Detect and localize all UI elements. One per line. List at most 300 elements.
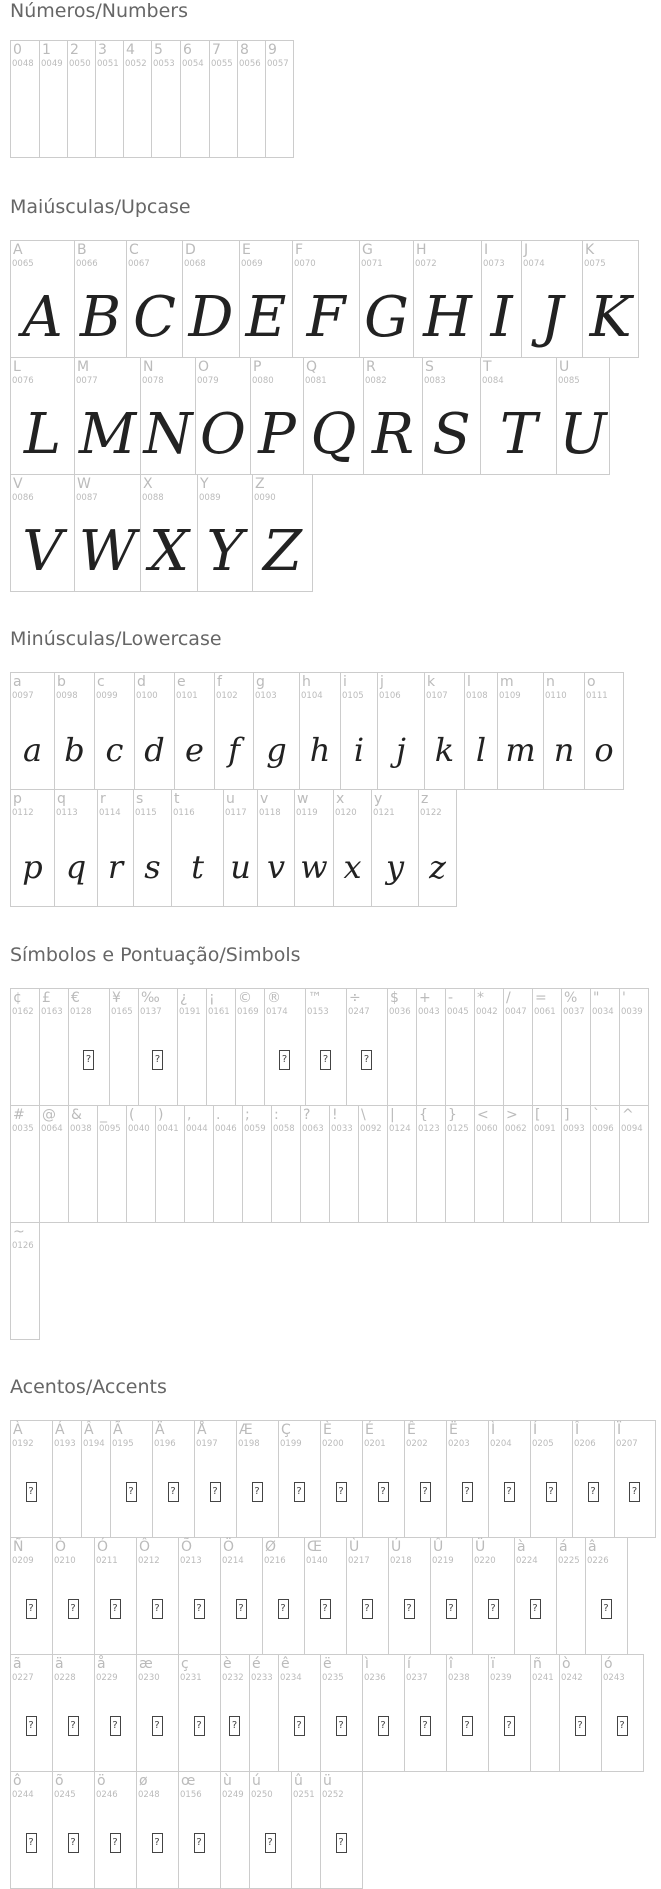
glyph-code-label: 0234 bbox=[280, 1673, 302, 1683]
glyph-character-label: Á bbox=[55, 1422, 65, 1438]
glyph-code-label: 0108 bbox=[466, 691, 488, 701]
glyph-preview: p bbox=[22, 848, 43, 886]
glyph-cell bbox=[278, 1654, 321, 1772]
missing-glyph-icon: ? bbox=[68, 1716, 79, 1736]
glyph-cell bbox=[10, 357, 75, 475]
glyph-code-label: 0037 bbox=[563, 1007, 585, 1017]
glyph-row bbox=[10, 474, 312, 592]
glyph-cell bbox=[239, 240, 293, 358]
glyph-cell bbox=[585, 1537, 628, 1655]
glyph-cell bbox=[220, 1654, 250, 1772]
glyph-character-label: n bbox=[546, 674, 555, 690]
glyph-cell bbox=[387, 1105, 417, 1223]
glyph-code-label: 0250 bbox=[251, 1790, 273, 1800]
glyph-cell bbox=[305, 988, 347, 1106]
glyph-cell bbox=[559, 1654, 602, 1772]
glyph-preview: o bbox=[594, 731, 614, 769]
glyph-cell bbox=[10, 672, 55, 790]
missing-glyph-icon: ? bbox=[210, 1482, 221, 1502]
glyph-code-label: 0122 bbox=[420, 808, 442, 818]
section-title-lowercase: Minúsculas/Lowercase bbox=[10, 628, 222, 650]
glyph-code-label: 0156 bbox=[180, 1790, 202, 1800]
glyph-code-label: 0241 bbox=[532, 1673, 554, 1683]
glyph-cell bbox=[10, 474, 75, 592]
glyph-cell bbox=[340, 672, 378, 790]
glyph-code-label: 0205 bbox=[532, 1439, 554, 1449]
glyph-code-label: 0126 bbox=[12, 1241, 34, 1251]
glyph-character-label: 5 bbox=[154, 42, 163, 58]
glyph-code-label: 0207 bbox=[616, 1439, 638, 1449]
glyph-cell bbox=[601, 1654, 644, 1772]
glyph-code-label: 0203 bbox=[448, 1439, 470, 1449]
glyph-code-label: 0040 bbox=[128, 1124, 150, 1134]
glyph-cell bbox=[140, 474, 198, 592]
glyph-cell bbox=[556, 357, 610, 475]
glyph-cell bbox=[363, 357, 423, 475]
glyph-cell bbox=[197, 474, 253, 592]
glyph-character-label: å bbox=[97, 1656, 106, 1672]
glyph-character-label: â bbox=[588, 1539, 597, 1555]
glyph-character-label: ? bbox=[303, 1107, 311, 1123]
glyph-code-label: 0128 bbox=[70, 1007, 92, 1017]
glyph-character-label: õ bbox=[55, 1773, 64, 1789]
glyph-preview: m bbox=[505, 731, 536, 769]
glyph-cell bbox=[264, 988, 306, 1106]
glyph-character-label: p bbox=[13, 791, 22, 807]
glyph-character-label: Â bbox=[84, 1422, 94, 1438]
glyph-character-label: L bbox=[13, 359, 21, 375]
glyph-character-label: h bbox=[302, 674, 311, 690]
glyph-code-label: 0216 bbox=[264, 1556, 286, 1566]
glyph-character-label: % bbox=[564, 990, 578, 1006]
glyph-character-label: w bbox=[297, 791, 309, 807]
glyph-character-label: G bbox=[362, 242, 373, 258]
missing-glyph-icon: ? bbox=[152, 1716, 163, 1736]
glyph-code-label: 0056 bbox=[239, 59, 261, 69]
glyph-code-label: 0061 bbox=[534, 1007, 556, 1017]
glyph-code-label: 0080 bbox=[252, 376, 274, 386]
glyph-cell bbox=[262, 1537, 305, 1655]
glyph-code-label: 0073 bbox=[483, 259, 505, 269]
glyph-code-label: 0051 bbox=[97, 59, 119, 69]
glyph-code-label: 0201 bbox=[364, 1439, 386, 1449]
glyph-cell bbox=[152, 1420, 195, 1538]
glyph-character-label: ™ bbox=[308, 990, 322, 1006]
glyph-character-label: A bbox=[13, 242, 23, 258]
glyph-character-label: R bbox=[366, 359, 376, 375]
glyph-cell bbox=[299, 672, 341, 790]
glyph-character-label: * bbox=[477, 990, 484, 1006]
glyph-character-label: £ bbox=[42, 990, 51, 1006]
glyph-character-label: f bbox=[217, 674, 222, 690]
glyph-character-label: T bbox=[483, 359, 492, 375]
glyph-code-label: 0112 bbox=[12, 808, 34, 818]
glyph-preview: b bbox=[64, 731, 85, 769]
glyph-code-label: 0094 bbox=[621, 1124, 643, 1134]
glyph-code-label: 0213 bbox=[180, 1556, 202, 1566]
glyph-code-label: 0249 bbox=[222, 1790, 244, 1800]
glyph-character-label: X bbox=[143, 476, 153, 492]
glyph-cell bbox=[346, 1537, 389, 1655]
glyph-preview: Q bbox=[310, 402, 357, 467]
missing-glyph-icon: ? bbox=[504, 1482, 515, 1502]
glyph-code-label: 0235 bbox=[322, 1673, 344, 1683]
glyph-cell bbox=[481, 240, 522, 358]
glyph-character-label: B bbox=[77, 242, 87, 258]
glyph-preview: B bbox=[79, 285, 122, 350]
glyph-character-label: Ç bbox=[281, 1422, 291, 1438]
glyph-preview: i bbox=[353, 731, 365, 769]
glyph-character-label: é bbox=[252, 1656, 261, 1672]
glyph-character-label: è bbox=[223, 1656, 232, 1672]
glyph-character-label: 7 bbox=[212, 42, 221, 58]
glyph-character-label: J bbox=[524, 242, 529, 258]
glyph-cell bbox=[474, 988, 504, 1106]
glyph-cell bbox=[110, 1420, 153, 1538]
glyph-character-label: ê bbox=[281, 1656, 290, 1672]
glyph-character-label: ¡ bbox=[209, 990, 215, 1006]
glyph-cell bbox=[10, 1654, 53, 1772]
glyph-character-label: E bbox=[242, 242, 251, 258]
glyph-cell bbox=[320, 1654, 363, 1772]
glyph-cell bbox=[530, 1420, 573, 1538]
missing-glyph-icon: ? bbox=[194, 1833, 205, 1853]
glyph-cell bbox=[521, 240, 583, 358]
glyph-character-label: ¢ bbox=[13, 990, 22, 1006]
missing-glyph-icon: ? bbox=[504, 1716, 515, 1736]
glyph-cell bbox=[388, 1537, 431, 1655]
glyph-code-label: 0123 bbox=[418, 1124, 440, 1134]
glyph-preview: V bbox=[22, 519, 63, 584]
glyph-code-label: 0091 bbox=[534, 1124, 556, 1134]
glyph-code-label: 0102 bbox=[216, 691, 238, 701]
glyph-preview: J bbox=[540, 285, 564, 350]
glyph-code-label: 0103 bbox=[255, 691, 277, 701]
glyph-code-label: 0081 bbox=[305, 376, 327, 386]
glyph-character-label: Œ bbox=[307, 1539, 322, 1555]
glyph-cell bbox=[184, 1105, 214, 1223]
glyph-code-label: 0053 bbox=[153, 59, 175, 69]
glyph-code-label: 0052 bbox=[125, 59, 147, 69]
glyph-code-label: 0243 bbox=[603, 1673, 625, 1683]
glyph-code-label: 0047 bbox=[505, 1007, 527, 1017]
glyph-cell bbox=[123, 40, 152, 158]
glyph-character-label: i bbox=[343, 674, 347, 690]
glyph-cell bbox=[590, 1105, 620, 1223]
glyph-cell bbox=[94, 1771, 137, 1889]
glyph-cell bbox=[543, 672, 585, 790]
glyph-code-label: 0058 bbox=[273, 1124, 295, 1134]
glyph-character-label: ' bbox=[622, 990, 626, 1006]
glyph-character-label: # bbox=[13, 1107, 25, 1123]
glyph-character-label: ú bbox=[252, 1773, 261, 1789]
glyph-character-label: z bbox=[421, 791, 429, 807]
glyph-preview: f bbox=[228, 731, 240, 769]
glyph-character-label: 4 bbox=[126, 42, 135, 58]
glyph-character-label: Ü bbox=[475, 1539, 486, 1555]
glyph-code-label: 0044 bbox=[186, 1124, 208, 1134]
glyph-preview: g bbox=[266, 731, 287, 769]
glyph-character-label: ì bbox=[365, 1656, 369, 1672]
missing-glyph-icon: ? bbox=[488, 1599, 499, 1619]
glyph-preview: v bbox=[266, 848, 286, 886]
missing-glyph-icon: ? bbox=[420, 1482, 431, 1502]
glyph-code-label: 0245 bbox=[54, 1790, 76, 1800]
glyph-cell bbox=[171, 789, 224, 907]
glyph-preview: O bbox=[200, 402, 246, 467]
glyph-character-label: : bbox=[274, 1107, 279, 1123]
glyph-character-label: M bbox=[77, 359, 90, 375]
glyph-cell bbox=[445, 988, 475, 1106]
glyph-code-label: 0192 bbox=[12, 1439, 34, 1449]
missing-glyph-icon: ? bbox=[601, 1599, 612, 1619]
glyph-character-label: [ bbox=[535, 1107, 541, 1123]
glyph-character-label: 0 bbox=[13, 42, 22, 58]
glyph-code-label: 0165 bbox=[111, 1007, 133, 1017]
missing-glyph-icon: ? bbox=[26, 1599, 37, 1619]
glyph-cell bbox=[488, 1654, 531, 1772]
glyph-code-label: 0100 bbox=[136, 691, 158, 701]
glyph-cell bbox=[236, 1420, 279, 1538]
glyph-code-label: 0194 bbox=[83, 1439, 105, 1449]
glyph-character-label: D bbox=[185, 242, 196, 258]
missing-glyph-icon: ? bbox=[320, 1599, 331, 1619]
glyph-code-label: 0096 bbox=[592, 1124, 614, 1134]
glyph-character-label: Å bbox=[197, 1422, 207, 1438]
glyph-character-label: ø bbox=[139, 1773, 148, 1789]
glyph-code-label: 0064 bbox=[41, 1124, 63, 1134]
glyph-code-label: 0200 bbox=[322, 1439, 344, 1449]
glyph-cell bbox=[94, 672, 135, 790]
glyph-preview: I bbox=[490, 285, 513, 350]
glyph-character-label: v bbox=[260, 791, 269, 807]
glyph-row bbox=[10, 40, 293, 158]
glyph-code-label: 0059 bbox=[244, 1124, 266, 1134]
glyph-character-label: O bbox=[198, 359, 210, 375]
glyph-code-label: 0196 bbox=[154, 1439, 176, 1449]
glyph-character-label: € bbox=[71, 990, 80, 1006]
glyph-code-label: 0224 bbox=[516, 1556, 538, 1566]
glyph-cell bbox=[416, 1105, 446, 1223]
glyph-character-label: = bbox=[535, 990, 547, 1006]
glyph-cell bbox=[561, 988, 591, 1106]
glyph-code-label: 0124 bbox=[389, 1124, 411, 1134]
glyph-code-label: 0048 bbox=[12, 59, 34, 69]
glyph-cell bbox=[359, 240, 414, 358]
glyph-code-label: 0162 bbox=[12, 1007, 34, 1017]
glyph-cell bbox=[430, 1537, 473, 1655]
glyph-cell bbox=[52, 1420, 82, 1538]
glyph-code-label: 0236 bbox=[364, 1673, 386, 1683]
glyph-code-label: 0077 bbox=[76, 376, 98, 386]
glyph-preview: e bbox=[185, 731, 204, 769]
glyph-code-label: 0209 bbox=[12, 1556, 34, 1566]
glyph-code-label: 0252 bbox=[322, 1790, 344, 1800]
glyph-cell bbox=[532, 1105, 562, 1223]
glyph-cell bbox=[572, 1420, 615, 1538]
glyph-cell bbox=[464, 672, 498, 790]
glyph-cell bbox=[68, 988, 110, 1106]
glyph-cell bbox=[422, 357, 481, 475]
glyph-code-label: 0197 bbox=[196, 1439, 218, 1449]
missing-glyph-icon: ? bbox=[152, 1599, 163, 1619]
glyph-character-label: œ bbox=[181, 1773, 196, 1789]
glyph-cell bbox=[271, 1105, 301, 1223]
glyph-cell bbox=[303, 357, 364, 475]
glyph-character-label: t bbox=[174, 791, 180, 807]
glyph-code-label: 0054 bbox=[182, 59, 204, 69]
glyph-preview: A bbox=[22, 285, 63, 350]
glyph-cell bbox=[74, 474, 141, 592]
glyph-cell bbox=[220, 1537, 263, 1655]
glyph-preview: w bbox=[300, 848, 328, 886]
glyph-character-label: ò bbox=[562, 1656, 571, 1672]
glyph-cell bbox=[134, 672, 175, 790]
glyph-row bbox=[10, 357, 609, 475]
glyph-cell bbox=[10, 1537, 53, 1655]
glyph-code-label: 0118 bbox=[259, 808, 281, 818]
glyph-cell bbox=[249, 1771, 292, 1889]
missing-glyph-icon: ? bbox=[336, 1833, 347, 1853]
glyph-code-label: 0230 bbox=[138, 1673, 160, 1683]
glyph-cell bbox=[133, 789, 172, 907]
glyph-code-label: 0220 bbox=[474, 1556, 496, 1566]
missing-glyph-icon: ? bbox=[629, 1482, 640, 1502]
glyph-cell bbox=[362, 1420, 405, 1538]
missing-glyph-icon: ? bbox=[194, 1716, 205, 1736]
missing-glyph-icon: ? bbox=[126, 1482, 137, 1502]
missing-glyph-icon: ? bbox=[236, 1599, 247, 1619]
glyph-character-label: > bbox=[506, 1107, 518, 1123]
glyph-cell bbox=[223, 789, 258, 907]
glyph-cell bbox=[95, 40, 124, 158]
glyph-cell bbox=[10, 40, 40, 158]
glyph-row bbox=[10, 1771, 362, 1889]
glyph-code-label: 0098 bbox=[56, 691, 78, 701]
glyph-cell bbox=[252, 474, 313, 592]
glyph-cell bbox=[320, 1771, 363, 1889]
glyph-character-label: d bbox=[137, 674, 146, 690]
glyph-character-label: û bbox=[294, 1773, 303, 1789]
glyph-character-label: ( bbox=[129, 1107, 135, 1123]
section-title-symbols: Símbolos e Pontuação/Simbols bbox=[10, 944, 301, 966]
glyph-code-label: 0075 bbox=[584, 259, 606, 269]
glyph-cell bbox=[257, 789, 295, 907]
glyph-cell bbox=[371, 789, 419, 907]
glyph-character-label: Ù bbox=[349, 1539, 360, 1555]
glyph-character-label: ) bbox=[158, 1107, 164, 1123]
glyph-cell bbox=[155, 1105, 185, 1223]
missing-glyph-icon: ? bbox=[294, 1482, 305, 1502]
glyph-cell bbox=[446, 1420, 489, 1538]
glyph-cell bbox=[136, 1771, 179, 1889]
glyph-preview: G bbox=[364, 285, 409, 350]
glyph-cell bbox=[404, 1654, 447, 1772]
missing-glyph-icon: ? bbox=[68, 1833, 79, 1853]
glyph-code-label: 0088 bbox=[142, 493, 164, 503]
glyph-code-label: 0117 bbox=[225, 808, 247, 818]
glyph-code-label: 0070 bbox=[294, 259, 316, 269]
glyph-cell bbox=[377, 672, 425, 790]
glyph-character-label: Ä bbox=[155, 1422, 165, 1438]
glyph-code-label: 0202 bbox=[406, 1439, 428, 1449]
glyph-code-label: 0039 bbox=[621, 1007, 643, 1017]
glyph-code-label: 0231 bbox=[180, 1673, 202, 1683]
glyph-preview: P bbox=[258, 402, 296, 467]
glyph-character-label: ^ bbox=[622, 1107, 634, 1123]
glyph-character-label: U bbox=[559, 359, 570, 375]
glyph-cell bbox=[503, 1105, 533, 1223]
missing-glyph-icon: ? bbox=[336, 1482, 347, 1502]
missing-glyph-icon: ? bbox=[252, 1482, 263, 1502]
glyph-code-label: 0239 bbox=[490, 1673, 512, 1683]
glyph-cell bbox=[94, 1537, 137, 1655]
glyph-character-label: Î bbox=[575, 1422, 580, 1438]
glyph-code-label: 0113 bbox=[56, 808, 78, 818]
glyph-cell bbox=[140, 357, 196, 475]
glyph-character-label: ó bbox=[604, 1656, 613, 1672]
glyph-character-label: , bbox=[187, 1107, 192, 1123]
missing-glyph-icon: ? bbox=[110, 1833, 121, 1853]
glyph-character-label: ; bbox=[245, 1107, 250, 1123]
glyph-character-label: ã bbox=[13, 1656, 22, 1672]
glyph-cell bbox=[178, 1771, 221, 1889]
glyph-cell bbox=[54, 789, 98, 907]
missing-glyph-icon: ? bbox=[361, 1050, 372, 1070]
glyph-code-label: 0062 bbox=[505, 1124, 527, 1134]
glyph-cell bbox=[304, 1537, 347, 1655]
missing-glyph-icon: ? bbox=[110, 1716, 121, 1736]
glyph-cell bbox=[10, 1105, 40, 1223]
glyph-character-label: © bbox=[238, 990, 252, 1006]
glyph-character-label: _ bbox=[100, 1107, 107, 1123]
glyph-code-label: 0095 bbox=[99, 1124, 121, 1134]
glyph-preview: l bbox=[475, 731, 487, 769]
glyph-preview: S bbox=[432, 402, 471, 467]
glyph-cell bbox=[178, 1537, 221, 1655]
glyph-character-label: | bbox=[390, 1107, 395, 1123]
glyph-character-label: C bbox=[129, 242, 139, 258]
glyph-code-label: 0251 bbox=[293, 1790, 315, 1800]
glyph-code-label: 0193 bbox=[54, 1439, 76, 1449]
glyph-character-label: / bbox=[506, 990, 511, 1006]
missing-glyph-icon: ? bbox=[26, 1482, 37, 1502]
glyph-character-label: Ê bbox=[407, 1422, 416, 1438]
glyph-cell bbox=[52, 1654, 95, 1772]
glyph-character-label: Õ bbox=[181, 1539, 193, 1555]
glyph-character-label: 2 bbox=[70, 42, 79, 58]
glyph-character-label: 1 bbox=[42, 42, 51, 58]
glyph-cell bbox=[109, 988, 139, 1106]
glyph-code-label: 0120 bbox=[335, 808, 357, 818]
glyph-character-label: } bbox=[448, 1107, 457, 1123]
glyph-character-label: c bbox=[97, 674, 105, 690]
missing-glyph-icon: ? bbox=[575, 1716, 586, 1736]
glyph-preview: Y bbox=[206, 519, 244, 584]
glyph-cell bbox=[242, 1105, 272, 1223]
glyph-cell bbox=[445, 1105, 475, 1223]
glyph-character-label: s bbox=[136, 791, 144, 807]
glyph-character-label: à bbox=[517, 1539, 526, 1555]
glyph-cell bbox=[584, 672, 624, 790]
glyph-code-label: 0206 bbox=[574, 1439, 596, 1449]
glyph-cell bbox=[213, 1105, 243, 1223]
glyph-cell bbox=[590, 988, 620, 1106]
glyph-preview: u bbox=[230, 848, 251, 886]
glyph-character-label: ] bbox=[564, 1107, 570, 1123]
glyph-preview: L bbox=[23, 402, 62, 467]
missing-glyph-icon: ? bbox=[420, 1716, 431, 1736]
